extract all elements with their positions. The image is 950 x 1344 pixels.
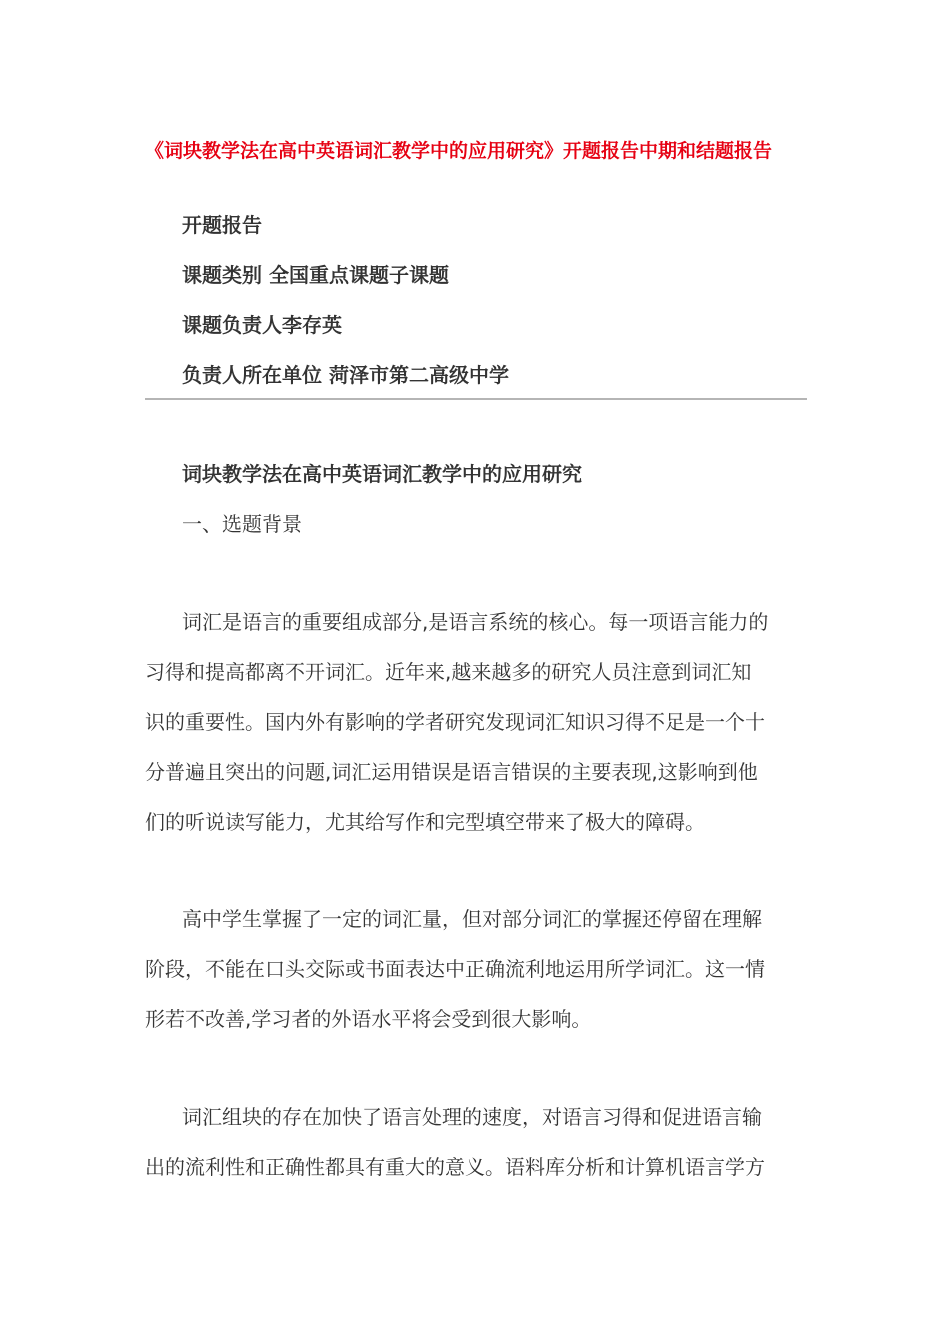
- project-category: 课题类别 全国重点课题子课题: [182, 263, 449, 287]
- paragraph-line: 分普遍且突出的问题,词汇运用错误是语言错误的主要表现,这影响到他: [145, 760, 758, 784]
- paragraph-line: 形若不改善,学习者的外语水平将会受到很大影响。: [145, 1007, 592, 1031]
- paragraph-line: 识的重要性。国内外有影响的学者研究发现词汇知识习得不足是一个十: [145, 710, 765, 734]
- paragraph-line: 高中学生掌握了一定的词汇量，但对部分词汇的掌握还停留在理解: [182, 907, 762, 931]
- leader-unit: 负责人所在单位 菏泽市第二高级中学: [182, 363, 509, 387]
- paragraph-3: [145, 1092, 807, 1192]
- paragraph-2: [145, 894, 807, 1044]
- section-heading: 一、选题背景: [182, 512, 302, 536]
- report-subtitle: 词块教学法在高中英语词汇教学中的应用研究: [182, 462, 582, 486]
- paragraph-line: 们的听说读写能力，尤其给写作和完型填空带来了极大的障碍。: [145, 810, 705, 834]
- document-title: 《词块教学法在高中英语词汇教学中的应用研究》开题报告中期和结题报告: [145, 140, 773, 162]
- paragraph-line: 词汇组块的存在加快了语言处理的速度，对语言习得和促进语言输: [182, 1105, 762, 1129]
- paragraph-line: 阶段，不能在口头交际或书面表达中正确流利地运用所学词汇。这一情: [145, 957, 765, 981]
- section-divider: [145, 398, 807, 400]
- paragraph-line: 词汇是语言的重要组成部分,是语言系统的核心。每一项语言能力的: [182, 610, 769, 634]
- paragraph-1: [145, 597, 807, 847]
- project-leader: 课题负责人李存英: [182, 313, 342, 337]
- paragraph-line: 出的流利性和正确性都具有重大的意义。语料库分析和计算机语言学方: [145, 1155, 765, 1179]
- paragraph-line: 习得和提高都离不开词汇。近年来,越来越多的研究人员注意到词汇知: [145, 660, 752, 684]
- report-type-label: 开题报告: [182, 213, 262, 237]
